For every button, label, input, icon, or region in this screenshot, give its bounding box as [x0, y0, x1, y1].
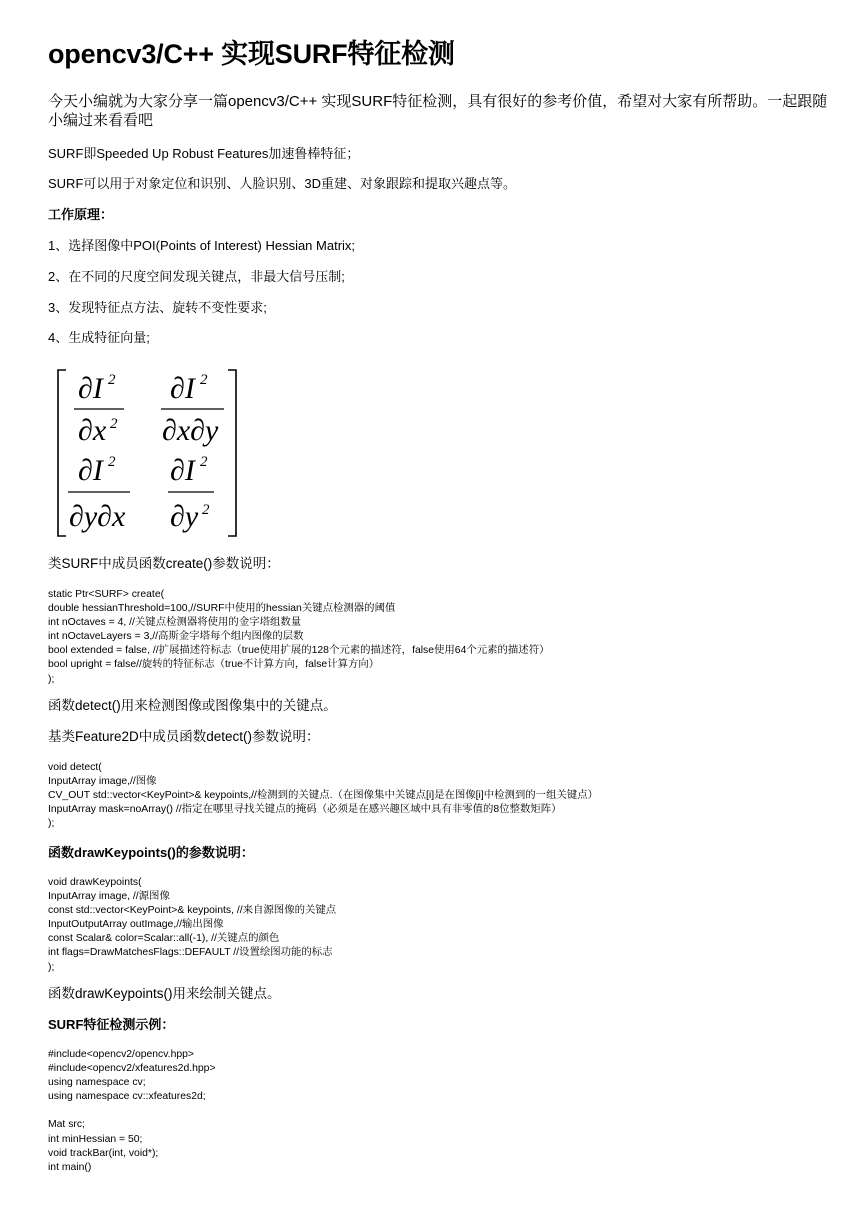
cell-11-numerator: ∂I	[78, 372, 103, 405]
code-line: bool upright = false//旋转的特征标志（true不计算方向，false计算方向）	[48, 659, 380, 671]
detect-description: 函数detect()用来检测图像或图像集中的关键点。	[48, 698, 337, 713]
create-params-heading: 类SURF中成员函数create()参数说明：	[48, 556, 280, 571]
intro-paragraph: 今天小编就为大家分享一篇opencv3/C++ 实现SURF特征检测，具有很好的参考价值，希望对大家有所帮助。一起跟随小编过来看看吧	[48, 93, 828, 129]
code-block-create	[48, 588, 549, 687]
cell-22-denominator: ∂y	[170, 500, 199, 533]
cell-21-denominator: ∂y∂x	[69, 500, 126, 533]
code-line: void drawKeypoints(	[48, 877, 142, 888]
hessian-matrix-formula	[56, 368, 240, 538]
code-line: );	[48, 961, 55, 973]
example-heading: SURF特征检测示例：	[48, 1017, 175, 1032]
cell-11-numerator-exponent: 2	[108, 372, 116, 388]
cell-11-denominator: ∂x	[78, 414, 107, 447]
code-line: #include<opencv2/xfeatures2d.hpp>	[48, 1063, 216, 1075]
surf-definition: SURF即Speeded Up Robust Features加速鲁棒特征；	[48, 146, 360, 161]
code-block-example	[48, 1048, 216, 1175]
cell-11-denominator-exponent: 2	[110, 416, 118, 432]
cell-22-denominator-exponent: 2	[202, 502, 210, 518]
code-line: double hessianThreshold=100,//SURF中使用的hessian关键点检测器的阈值	[48, 603, 396, 615]
principle-step-2: 2、在不同的尺度空间发现关键点，非最大信号压制;	[48, 269, 345, 284]
code-block-draw	[48, 876, 336, 975]
code-line: InputArray image, //源图像	[48, 891, 170, 903]
cell-12-denominator: ∂x∂y	[162, 414, 219, 447]
code-line: void detect(	[48, 762, 102, 773]
code-line: bool extended = false, //扩展描述符标志（true使用扩展的128个元素的描述符，false使用64个元素的描述符）	[48, 645, 550, 657]
draw-params-heading: 函数drawKeypoints()的参数说明：	[48, 845, 254, 860]
matrix-left-bracket	[58, 370, 66, 536]
code-line: CV_OUT std::vector<KeyPoint>& keypoints,//检测到的关键点.（在图像集中关键点[i]是在图像[i]中检测到的一组关键点）	[48, 790, 599, 802]
page-title: opencv3/C++ 实现SURF特征检测	[48, 39, 455, 69]
code-line: const Scalar& color=Scalar::all(-1), //关键点的颜色	[48, 933, 280, 945]
code-line: InputOutputArray outImage,//输出图像	[48, 919, 224, 931]
code-line: const std::vector<KeyPoint>& keypoints, //来自源图像的关键点	[48, 905, 337, 917]
code-line: );	[48, 673, 55, 685]
code-line: void trackBar(int, void*);	[48, 1147, 159, 1159]
code-line: );	[48, 818, 55, 830]
surf-uses: SURF可以用于对象定位和识别、人脸识别、3D重建、对象跟踪和提取兴趣点等。	[48, 176, 517, 191]
code-line-blank	[48, 1104, 216, 1118]
detect-params-heading: 基类Feature2D中成员函数detect()参数说明：	[48, 729, 320, 744]
code-line: InputArray mask=noArray() //指定在哪里寻找关键点的掩码（必须是在感兴趣区域中具有非零值的8位整数矩阵）	[48, 804, 562, 816]
code-line: using namespace cv;	[48, 1077, 146, 1089]
code-line: using namespace cv::xfeatures2d;	[48, 1091, 206, 1103]
code-line: int minHessian = 50;	[48, 1133, 143, 1145]
cell-21-numerator-exponent: 2	[108, 454, 116, 470]
code-line: static Ptr<SURF> create(	[48, 589, 165, 600]
hessian-matrix-svg	[56, 368, 240, 538]
cell-12-numerator-exponent: 2	[200, 372, 208, 388]
cell-12-numerator: ∂I	[170, 372, 195, 405]
code-line: int main()	[48, 1161, 92, 1173]
cell-22-numerator-exponent: 2	[200, 454, 208, 470]
code-line: InputArray image,//图像	[48, 776, 157, 788]
cell-22-numerator: ∂I	[170, 454, 195, 487]
principle-heading: 工作原理：	[48, 207, 114, 222]
code-line: int flags=DrawMatchesFlags::DEFAULT //设置绘图功能的标志	[48, 947, 333, 959]
principle-step-3: 3、发现特征点方法、旋转不变性要求;	[48, 300, 267, 315]
code-line: int nOctaves = 4, //关键点检测器将使用的金字塔组数量	[48, 617, 302, 629]
cell-21-numerator: ∂I	[78, 454, 103, 487]
code-block-detect	[48, 761, 598, 831]
draw-description: 函数drawKeypoints()用来绘制关键点。	[48, 986, 281, 1001]
principle-step-4: 4、生成特征向量;	[48, 330, 150, 345]
code-line: int nOctaveLayers = 3,//高斯金字塔每个组内图像的层数	[48, 631, 304, 643]
code-line: Mat src;	[48, 1119, 85, 1131]
matrix-right-bracket	[228, 370, 236, 536]
principle-step-1: 1、选择图像中POI(Points of Interest) Hessian Matrix;	[48, 238, 356, 253]
code-line: #include<opencv2/opencv.hpp>	[48, 1049, 194, 1060]
